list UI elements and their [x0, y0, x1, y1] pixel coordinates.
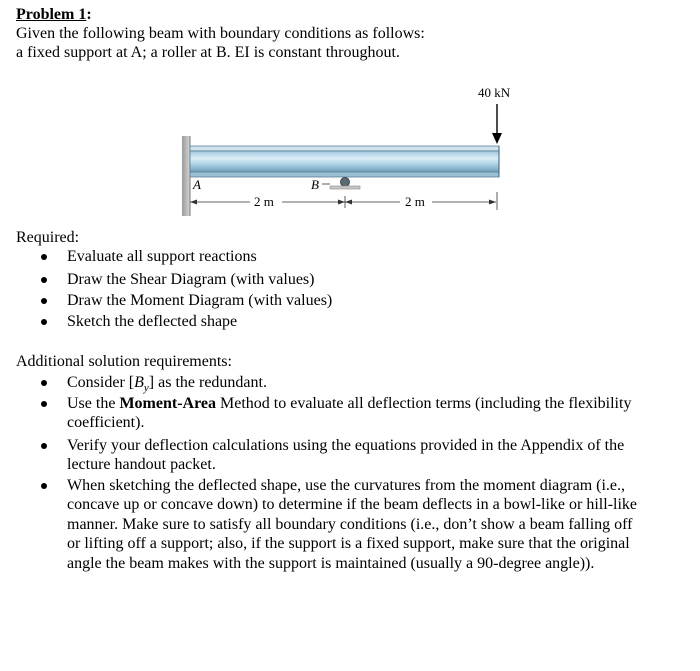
- fixed-support-wall: [182, 136, 190, 216]
- bullet-icon: [41, 483, 47, 489]
- additional-item-verify: Verify your deflection calculations using the equations provided in the Appendix of the: [67, 437, 625, 454]
- dimension-right-label: 2 m: [405, 194, 425, 209]
- bullet-icon: [41, 401, 47, 407]
- problem-statement-line-1: Given the following beam with boundary conditions as follows:: [16, 25, 425, 42]
- problem-statement-line-2: a fixed support at A; a roller at B. EI is constant throughout.: [16, 44, 400, 61]
- required-item: Evaluate all support reactions: [67, 248, 257, 265]
- bullet-icon: [41, 380, 47, 386]
- required-heading: Required:: [16, 229, 80, 246]
- additional-item-redundant: Consider $[B_y]$ as the redundant.: [67, 374, 267, 395]
- problem-title: Problem 1:: [16, 6, 92, 23]
- beam: [190, 146, 499, 177]
- bullet-icon: [41, 298, 47, 304]
- roller-support-b: [330, 178, 360, 190]
- additional-item-sketch-cont: concave up or concave down) to determine if the beam deflects in a bowl-like or hill-like: [67, 496, 638, 513]
- additional-item-sketch: When sketching the deflected shape, use the curvatures from the moment diagram (i.e.,: [67, 477, 626, 494]
- additional-item-moment-area: Use the Moment-Area Method to evaluate all deflection terms (including the flexibility: [67, 395, 632, 412]
- bullet-icon: [41, 443, 47, 449]
- label-a: A: [193, 177, 201, 192]
- load-arrow: [492, 104, 502, 144]
- required-item: Draw the Moment Diagram (with values): [67, 292, 333, 309]
- additional-heading: Additional solution requirements:: [16, 353, 232, 370]
- bullet-icon: [41, 319, 47, 325]
- label-b: B: [311, 177, 319, 192]
- additional-item-sketch-cont: or lifting off a support; also, if the support is a fixed support, make sure that the original: [67, 535, 630, 552]
- required-item: Sketch the deflected shape: [67, 313, 238, 330]
- additional-item-verify-cont: lecture handout packet.: [67, 456, 216, 473]
- dimension-left-label: 2 m: [254, 194, 274, 209]
- bullet-icon: [41, 254, 47, 260]
- additional-item-moment-area-cont: coefficient).: [67, 414, 145, 431]
- dimension-line: [190, 192, 497, 210]
- additional-item-sketch-cont: angle the beam makes with the support is maintained (usually a 90-degree angle)).: [67, 555, 595, 572]
- bullet-icon: [41, 277, 47, 283]
- required-item: Draw the Shear Diagram (with values): [67, 271, 315, 288]
- load-label: 40 kN: [478, 85, 511, 100]
- additional-item-sketch-cont: manner. Make sure to satisfy all boundary conditions (i.e., don’t show a beam falling off: [67, 516, 633, 533]
